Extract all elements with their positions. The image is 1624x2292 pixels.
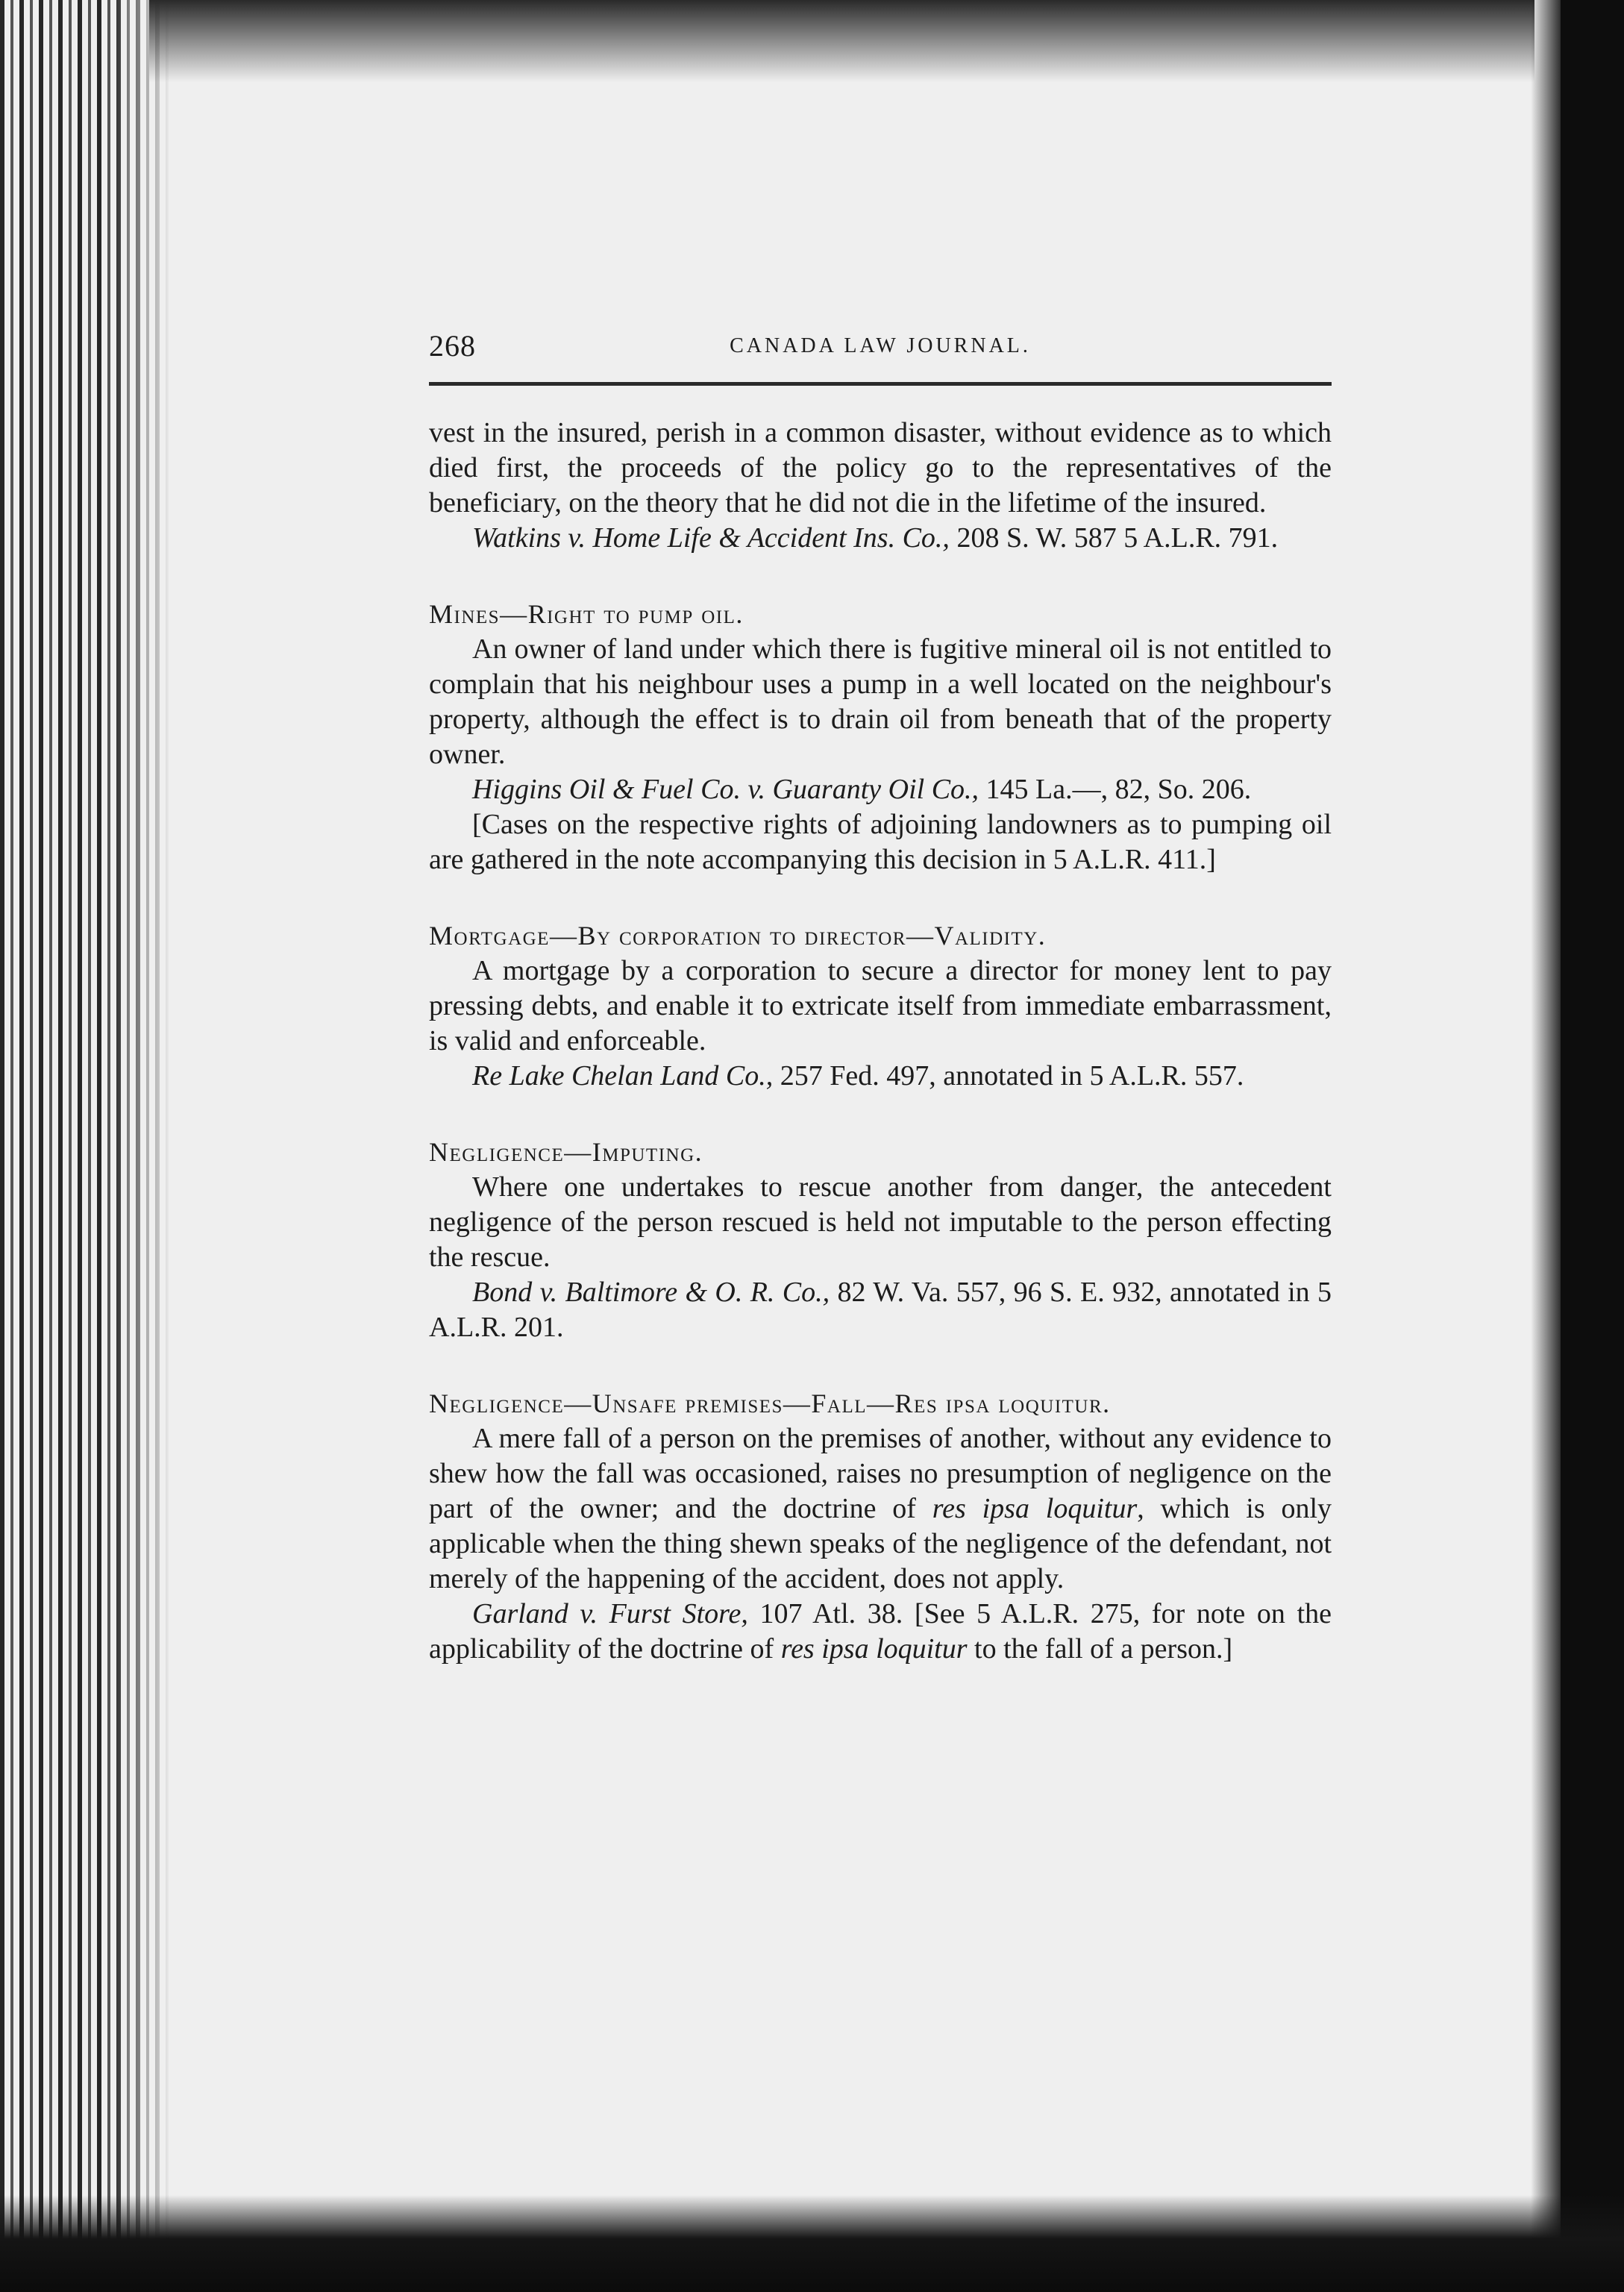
- case-reference: 257 Fed. 497, annotated in 5 A.L.R. 557.: [773, 1060, 1244, 1092]
- section-body: [429, 1421, 1332, 1597]
- section-citation: [429, 772, 1332, 807]
- section-negligence-premises: [429, 1385, 1332, 1667]
- page-header: [429, 328, 1332, 373]
- case-reference: 145 La.—, 82, So. 206.: [979, 774, 1252, 805]
- section-negligence-imputing: [429, 1134, 1332, 1345]
- case-name: Higgins Oil & Fuel Co. v. Guaranty Oil Co.,: [472, 774, 979, 805]
- case-name: Bond v. Baltimore & O. R. Co.,: [472, 1277, 830, 1308]
- editorial-note: [Cases on the respective rights of adjoining landowners as to pumping oil are gathered in the note accompanying this decision in 5 A.L.R. 411.]: [429, 809, 1332, 875]
- latin-term: res ipsa loquitur: [932, 1493, 1138, 1524]
- case-name: Re Lake Chelan Land Co.,: [472, 1060, 774, 1092]
- scan-bottom-band: [0, 2195, 1624, 2292]
- section-citation: [429, 1275, 1332, 1345]
- section-mines: [429, 596, 1332, 877]
- section-body: Where one undertakes to rescue another from danger, the antecedent negligence of the person rescued is held not imputable to the person effecting the rescue.: [429, 1171, 1332, 1273]
- lead-citation: [429, 521, 1332, 556]
- case-reference: 82 W. Va. 557, 96 S. E. 932, annotated in 5 A.L.R. 201.: [429, 1277, 1332, 1343]
- scan-gutter-left: [0, 0, 172, 2292]
- lead-paragraph: vest in the insured, perish in a common disaster, without evidence as to which died first, the proceeds of the policy go to the representatives of the beneficiary, on the theory that he did not die in the lifetime of the insured.: [429, 417, 1332, 519]
- section-heading: Negligence—Unsafe premises—Fall—Res ipsa loquitur.: [429, 1388, 1111, 1418]
- case-reference: 208 S. W. 587 5 A.L.R. 791.: [949, 522, 1279, 554]
- page: [429, 328, 1332, 1667]
- header-rule: [429, 382, 1332, 386]
- latin-term: res ipsa loquitur: [780, 1633, 968, 1665]
- section-citation: [429, 1059, 1332, 1094]
- scan-edge-right: [1561, 0, 1624, 2292]
- scan-top-shadow: [149, 0, 1534, 82]
- scan-edge-fade: [1531, 0, 1561, 2292]
- case-reference: 107 Atl. 38. [See 5 A.L.R. 275, for note on the applicability of the doctrine of: [429, 1598, 1332, 1665]
- section-citation: [429, 1597, 1332, 1667]
- section-mortgage: [429, 918, 1332, 1094]
- section-body: An owner of land under which there is fugitive mineral oil is not entitled to complain that his neighbour uses a pump in a well located on the neighbour's property, although the effect is to drain oil from beneath that of the property owner.: [429, 633, 1332, 770]
- case-name: Watkins v. Home Life & Accident Ins. Co.,: [472, 522, 950, 554]
- running-head: CANADA LAW JOURNAL.: [730, 334, 1031, 357]
- body-text: , which is only applicable when the thing shewn speaks of the negligence of the defendant, not merely of the happening of the accident, does not apply.: [429, 1493, 1332, 1594]
- section-heading: Mortgage—By corporation to director—Validity.: [429, 921, 1047, 951]
- case-name: Garland v. Furst Store,: [472, 1598, 748, 1629]
- case-reference: to the fall of a person.]: [967, 1633, 1233, 1665]
- section-heading: Negligence—Imputing.: [429, 1137, 703, 1167]
- section-heading: Mines—Right to pump oil.: [429, 599, 744, 629]
- body-text: A mere fall of a person on the premises of another, without any evidence to shew how the fall was occasioned, raises no presumption of negligence on the part of the owner; and the doctrine of: [429, 1423, 1332, 1524]
- page-number: 268: [429, 329, 476, 363]
- section-body: A mortgage by a corporation to secure a director for money lent to pay pressing debts, and enable it to extricate itself from immediate embarrassment, is valid and enforceable.: [429, 955, 1332, 1056]
